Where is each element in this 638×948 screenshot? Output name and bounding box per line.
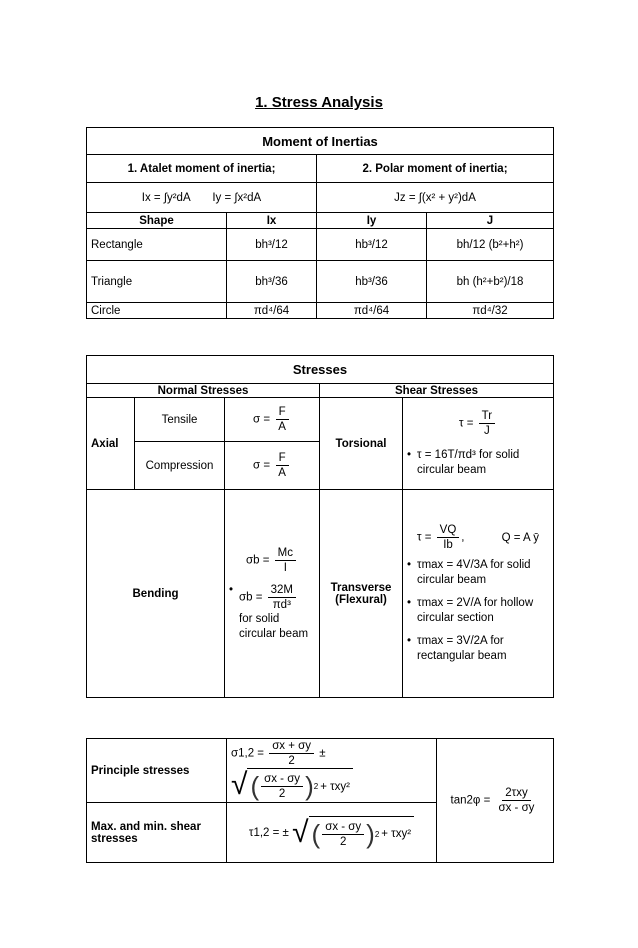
max-min-shear-label: Max. and min. shear stresses [87, 803, 227, 863]
tan-lhs: tan2φ = [450, 794, 491, 807]
shape-cell: Triangle [87, 261, 227, 303]
j-header: J [427, 213, 554, 229]
bending-label: Bending [87, 490, 225, 698]
tr-num: Tr [479, 409, 495, 424]
stresses-heading: Stresses [87, 356, 554, 384]
shape-header: Shape [87, 213, 227, 229]
stresses-table [86, 355, 554, 698]
moment-table [86, 127, 554, 319]
shape-cell: Circle [87, 303, 227, 319]
tau-eq: τ = [458, 417, 474, 430]
tan-num: 2τxy [502, 786, 530, 801]
atalet-heading: 1. Atalet moment of inertia; [87, 155, 317, 183]
transverse-label: Transverse (Flexural) [320, 490, 403, 698]
iy-cell: hb³/36 [317, 261, 427, 303]
principal-table [86, 738, 554, 863]
tmax-formula: τmax = 2V/A [417, 597, 481, 609]
torsion-note: τ = 16T/πd³ for solid circular beam [417, 449, 520, 476]
tau12-lhs: τ1,2 = ± [248, 826, 289, 839]
torsional-cell: τ = $\frac{Tr}{J}$ • τ = 16T/πd³ for solid circular beam [403, 398, 554, 490]
ix-iy-formulas [87, 183, 317, 213]
sigma-diff-num: σx - σy [261, 772, 303, 787]
sqrt-icon: √ ( $\frac{\sigma x - \sigma y}{2}$ ) 2 + τxy² [231, 768, 353, 802]
j-cell: πd⁴/32 [427, 303, 554, 319]
two-den: 2 [339, 835, 347, 848]
iy-formula: Iy = ∫x²dA [212, 191, 262, 204]
principal-formula [227, 739, 437, 803]
tau-xy-sq: + τxy² [320, 780, 350, 793]
tau-xy-sq: + τxy² [381, 828, 412, 840]
two-den: 2 [288, 755, 295, 767]
f-num: F [276, 405, 289, 420]
iy-cell: hb³/12 [317, 229, 427, 261]
sigma-sum-num: σx + σy [269, 739, 314, 754]
a-den: A [278, 421, 286, 433]
ix-header: Ix [227, 213, 317, 229]
sigma-b-eq: σb = [239, 591, 263, 604]
transverse-cell: τ = $\frac{VQ}{Ib}$ , Q = A ȳ • τmax = 4V/3A for solid circular beam • τmax = 2V/A for hollow circular section • τmax = 3V/2A for rectangular beam [403, 490, 554, 698]
tmax-text: for rectangular beam [417, 635, 507, 662]
sqrt-icon: √ ( $\frac{\sigma x - \sigma y}{2}$ ) 2 + τxy² [292, 816, 414, 850]
page-title: 1. Stress Analysis [255, 94, 383, 111]
moment-heading: Moment of Inertias [87, 128, 554, 155]
shear-formula [227, 803, 437, 863]
sigma12-lhs: σ1,2 = [231, 747, 264, 760]
pm-sign: ± [319, 747, 326, 760]
compression-formula [225, 442, 320, 490]
polar-heading: 2. Polar moment of inertia; [317, 155, 554, 183]
tau-eq: τ = [417, 531, 432, 544]
sigma-b-eq: σb = [246, 554, 270, 567]
f-num: F [276, 451, 289, 466]
tmax-text: for hollow circular section [417, 597, 534, 624]
i-den: I [283, 561, 287, 574]
j-cell: bh/12 (b²+h²) [427, 229, 554, 261]
ix-cell: bh³/36 [227, 261, 317, 303]
sigma-eq: σ = [253, 413, 271, 426]
ib-den: Ib [443, 539, 453, 551]
principal-label: Principle stresses [87, 739, 227, 803]
tmax-formula: τmax = 3V/2A [417, 635, 488, 647]
j-cell: bh (h²+b²)/18 [427, 261, 554, 303]
sigma-eq: σ = [253, 459, 271, 472]
axial-label: Axial [87, 398, 135, 490]
torsional-label: Torsional [320, 398, 403, 490]
tmax-formula: τmax = 4V/3A [417, 559, 488, 571]
tan-formula [437, 739, 554, 863]
tensile-label: Tensile [135, 398, 225, 442]
iy-cell: πd⁴/64 [317, 303, 427, 319]
sigma-diff-num: σx - σy [322, 820, 364, 835]
shape-cell: Rectangle [87, 229, 227, 261]
jz-formula: Jz = ∫(x² + y²)dA [317, 183, 554, 213]
bending-note-den: πd³ [272, 598, 291, 611]
ix-formula: Ix = ∫y²dA [141, 191, 190, 204]
vq-num: VQ [437, 523, 460, 538]
tensile-formula [225, 398, 320, 442]
two-den: 2 [278, 788, 286, 800]
bending-note-num: 32M [268, 583, 296, 598]
j-den: J [483, 425, 490, 437]
bending-note-text: for solid circular beam [239, 612, 309, 640]
iy-header: Iy [317, 213, 427, 229]
tan-den: σx - σy [498, 802, 535, 814]
bending-cell: σb = $\frac{Mc}{I}$ • σb = $\frac{32M}{\text{πd³}}$ for solid circular beam [225, 490, 320, 698]
tmax-text: for solid circular beam [417, 559, 531, 586]
a-den: A [278, 467, 286, 479]
normal-stresses-head: Normal Stresses [87, 384, 320, 398]
ix-cell: bh³/12 [227, 229, 317, 261]
q-formula: Q = A ȳ [501, 531, 540, 544]
shear-stresses-head: Shear Stresses [320, 384, 554, 398]
compression-label: Compression [135, 442, 225, 490]
ix-cell: πd⁴/64 [227, 303, 317, 319]
mc-num: Mc [275, 546, 296, 561]
